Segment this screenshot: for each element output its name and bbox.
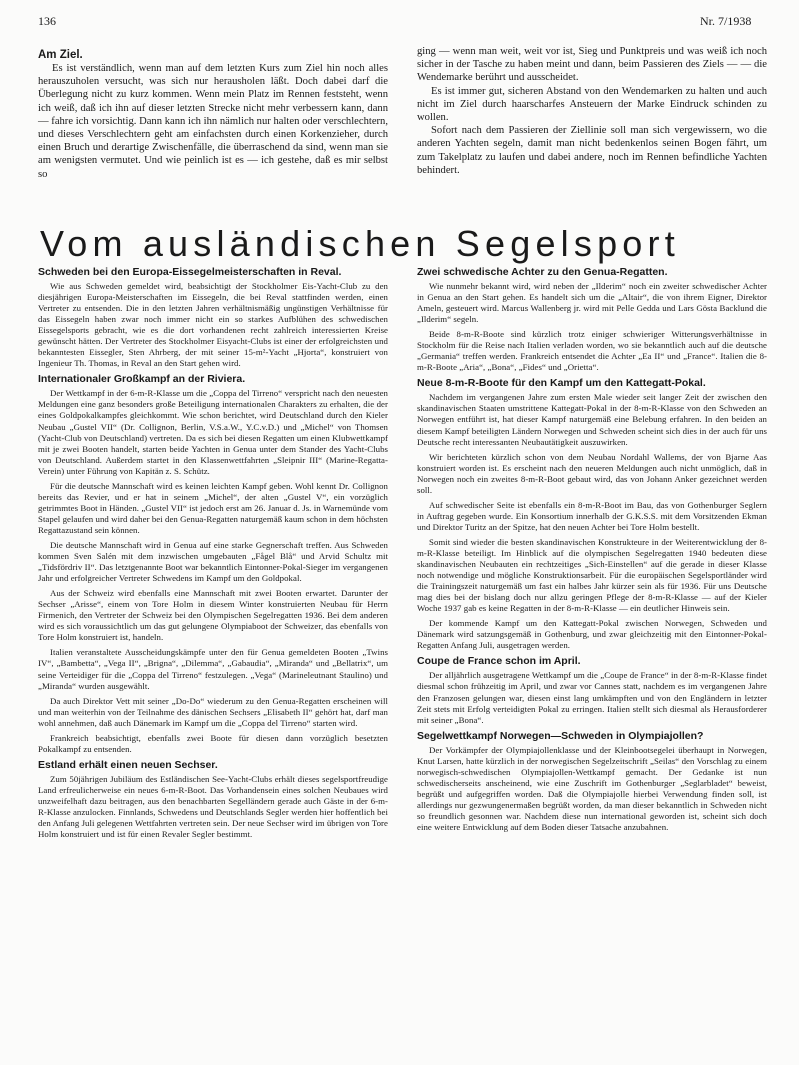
paragraph: Wir berichteten kürzlich schon von dem Neubau Nordahl Wallems, der von Bjarne Aas konstruiert worden ist. Es erscheint nach den neueren Meldungen auch nicht unmöglich, daß in Norwegen noch ein zweites 8-m-R-Boot gebaut wird, das von Johann Anker gezeichnet werden soll. — [417, 451, 767, 495]
main-right-column — [417, 266, 767, 837]
section-heading: Coupe de France schon im April. — [417, 655, 581, 668]
paragraph: Aus der Schweiz wird ebenfalls eine Mannschaft mit zwei Booten erwartet. Darunter der Sechser „Arisse“, einem von Tore Holm in diesem Winter konstruierten Neubau für Herrn Firmenich, den Vertreter der Schweiz bei den Olympischen Segelregatten 1936. Bei dem anderen wird es sich voraussichtlich um das gut gelungene Olympiaboot der Schweizer, das ebenfalls von Tore Holm konstruiert ist, handeln. — [38, 588, 388, 643]
section-heading: Estland erhält einen neuen Sechser. — [38, 758, 218, 771]
section-heading: Neue 8-m-R-Boote für den Kampf um den Kattegatt-Pokal. — [417, 377, 706, 390]
main-left-column — [38, 266, 388, 844]
paragraph: Die deutsche Mannschaft wird in Genua auf eine starke Gegnerschaft treffen. Aus Schweden kommen Sven Salén mit dem inzwischen umgebauten „Fågel Blå“ und Arvid Schultz mit „Tidsfördriv II“. Das letztgenannte Boot war bekanntlich Eintonner-Pokal-Sieger im vergangenen Jahr und erfolgreicher Vertreter Schwedens im Kampf um den Goldpokal. — [38, 539, 388, 584]
paragraph: Wie nunmehr bekannt wird, wird neben der „Ilderim“ noch ein zweiter schwedischer Achter in Genua an den Start gehen. Es handelt sich um die „Altair“, die von ihrem Eigner, Direktor Ameln, gesteuert wird. Marcus Wallenberg jr. wird mit Pelle Gedda und Lars Gösta Backlund die „Ilderim“ segeln. — [417, 281, 767, 325]
paragraph: Der Vorkämpfer der Olympiajollenklasse und der Kleinbootsegelei überhaupt in Norwegen, Knut Larsen, hatte kürzlich in der norwegischen Segelzeitschrift „Seilas“ den Vorschlag zu einem norwegisch-schwedischen Olympiajollen-Wettkampf gemacht. Der Gedanke ist nun schwedischerseits anscheinend, wie eine Zuschrift im Gothenburger „Seglarbladet“ beweist, begrüßt und aufgegriffen worden. Daß die Olympiajolle hierbei Verwendung finden soll, ist allerdings nur gezwungenermaßen begrüßt worden, da man dieser bekanntlich in Schweden nicht so freundlich gesonnen war. Nachdem diese nun international geworden ist, scheint sich doch eine weitere Entwicklung auf dem Boden dieser Tatsache anzubahnen. — [417, 744, 767, 832]
paragraph: Beide 8-m-R-Boote sind kürzlich trotz einiger schwieriger Witterungsverhältnisse in Stockholm für die Reise nach Italien verladen worden, wo sie bekanntlich auch auf die deutsche „Germania“ treffen werden. Frankreich entsendet die Achter „Ea II“ und „France“. Italien die 8-m-R-Boote „Aria“, „Bona“, „Fides“ und „Orietta“. — [417, 329, 767, 373]
paragraph: Für die deutsche Mannschaft wird es keinen leichten Kampf geben. Wohl kennt Dr. Collignon bereits das Revier, und er hat in seinem „Michel“, der alten „Gustel V“, ein vorzüglich getrimmtes Boot in Händen. „Gustel VII“ ist jedoch erst am 26. Januar d. Js. in Warnemünde vom Stapel gelaufen und wird daher bei den Genua-Regatten naturgemäß kaum schon in dem höchsten Regattazustand sein können. — [38, 480, 388, 535]
paragraph: Der Wettkampf in der 6-m-R-Klasse um die „Coppa del Tirreno“ verspricht nach den neuesten Meldungen eine ganz besonders große Beteiligung internationalen Charakters zu erhalten, die der eines Goldpokalkampfes gleichkommt. Wie schon berichtet, wird Deutschland durch den Kieler Neubau „Gustel VII“ (Dr. Collignon, Berlin, V.S.a.W., Y.C.v.D.) und „Michel“ von Thomsen (Yacht-Club von Deutschland) vertreten. Da es sich bei diesen Regatten um einen Klubwettkampf mit je zwei Booten handelt, starten beide Yachten in Genua unter dem Stander des Yacht-Clubs von Deutschland. Außerdem startet in den Klassenwettfahrten „Sleipnir III“ (Marine-Regatta-Verein) unter Führung von Kapitän z. S. Schütz. — [38, 388, 388, 476]
section-heading: Segelwettkampf Norwegen—Schweden in Olympiajollen? — [417, 729, 704, 742]
paragraph: Italien veranstaltete Ausscheidungskämpfe unter den für Genua gemeldeten Booten „Twins IV“, „Bambetta“, „Vega II“, „Brigna“, „Dilemma“, „Gabaudia“, „Miranda“ und „Bellatrix“, um seine Verteidiger für die „Coppa del Tirreno“ festzulegen. „Vega“ (Marineleutnant Staulino) und „Miranda“ wurden ausgewählt. — [38, 647, 388, 691]
paragraph: Zum 50jährigen Jubiläum des Estländischen See-Yacht-Clubs erhält dieses segelsportfreudige Land erfreulicherweise ein neues 6-m-R-Boot. Das Vorhandensein eines solchen Neubaues wird unzweifelhaft dazu beitragen, aus den benachbarten Segelländern gerade auch Gäste in der 6-m-R-Klasse anzulocken. Finnlands, Schwedens und Deutschlands Segler werden hier hoffentlich bei den Anfang Juli gelegenen Wettfahrten vertreten sein. Der neue Sechser wird im übrigen von Tore Holm konstruiert und ist für einen Revaler Segler bestimmt. — [38, 773, 388, 840]
paragraph: Da auch Direktor Vett mit seiner „Do-Do“ wiederum zu den Genua-Regatten erscheinen will und man weiterhin von der Teilnahme des dänischen Sechsers „Elisabeth II“ gehört hat, darf man wohl annehmen, daß auch Dänemark im Kampf um die „Coppa del Tirreno“ starten wird. — [38, 695, 388, 728]
section-heading: Internationaler Großkampf an der Riviera. — [38, 373, 246, 386]
main-title: Vom ausländischen Segelsport — [40, 223, 680, 264]
paragraph: Wie aus Schweden gemeldet wird, beabsichtigt der Stockholmer Eis-Yacht-Club zu den diesjährigen Europa-Meisterschaften im Eissegeln, die bei Reval stattfinden werden, einen Vertreter zu entsenden. Die in den letzten Jahren verhältnismäßig ungünstigen Verhältnisse für das Eissegeln haben zwar noch immer nicht ein so starkes Aufblühen des schwedischen Eissegelsports gebracht, wie es die dort vorhandenen recht zahlreich interessierten Kreise gewünscht hätten. Der Vertreter des Stockholmer Eisyacht-Clubs ist einer der erfolgreichsten und bekanntesten Eissegler, Sten Ahrberg, der mit seiner 15-m²-Yacht „Hjorta“, konstruiert von Ingenieur Th. Thomas, in Reval an den Start gehen wird. — [38, 281, 388, 369]
section-heading: Schweden bei den Europa-Eissegelmeisterschaften in Reval. — [38, 266, 342, 278]
issue-number: Nr. 7/1938 — [700, 14, 752, 28]
paragraph: Nachdem im vergangenen Jahre zum ersten Male wieder seit langer Zeit der zwischen den skandinavischen Staaten umstrittene Kattegatt-Pokal in der 8-m-R-Klasse von den Schweden an Norwegen entführt ist, hat dieser Kampf naturgemäß eine Belebung erfahren. In den beiden an diesem Kampf beteiligten Ländern Norwegen und Schweden scheint sich dies in der auch für uns Deutsche recht interessanten Neubautätigkeit auszuwirken. — [417, 392, 767, 447]
paragraph: Es ist verständlich, wenn man auf dem letzten Kurs zum Ziel hin noch alles herauszuholen versucht, was sich nur herausholen läßt. Doch dabei darf die Überlegung nicht zu kurz kommen. Wenn mein Platz im Rennen feststeht, wenn ich weiß, daß ich ihn auf dieser letzten Strecke nicht mehr verbessern kann, dann — fahre ich vorsichtig. Dann kann ich ihn nämlich nur halten oder verschlechtern, und dieses Verschlechtern geht am einfachsten durch einen Korkenzieher, durch einen Bruch und derartige Zwischenfälle, die überraschend da sind, wenn man sie am wenigsten vermutet. Und wie peinlich ist es — ich gestehe, daß es mir selbst so — [38, 63, 388, 180]
paragraph: Frankreich beabsichtigt, ebenfalls zwei Boote für diesen dann vorzüglich besetzten Pokalkampf zu entsenden. — [38, 732, 388, 754]
section-heading-am-ziel: Am Ziel. — [38, 49, 83, 61]
paragraph: Es ist immer gut, sicheren Abstand von den Wendemarken zu halten und auch nicht im Ziel durch haarscharfes Ansteuern der Marke Eindruck schinden zu wollen. — [417, 85, 767, 124]
paragraph: ging — wenn man weit, weit vor ist, Sieg und Punktpreis und was weiß ich noch sicher in der Tasche zu haben meint und dann, beim Passieren des Ziels — — die Wendemarke berührt und ausscheidet. — [417, 46, 767, 84]
paragraph: Auf schwedischer Seite ist ebenfalls ein 8-m-R-Boot im Bau, das von Gothenburger Seglern in Auftrag gegeben wurde. Ein Konsortium innerhalb der G.K.S.S. mit dem Vorsitzenden Ekman und Direktor Turitz an der Spitze, hat den neuen Achter bei Tore Holm bestellt. — [417, 499, 767, 532]
paragraph: Der kommende Kampf um den Kattegatt-Pokal zwischen Norwegen, Schweden und Dänemark wird satzungsgemäß in Gothenburg, und zwar gleichzeitig mit den Eintonner-Pokal-Regatten Anfang Juli, ausgetragen werden. — [417, 618, 767, 651]
paragraph: Sofort nach dem Passieren der Ziellinie soll man sich vergewissern, wo die anderen Yachten segeln, damit man nicht bedenkenlos seinen Bogen fährt, um zum Takelplatz zu laufen und dabei andere, noch im Rennen befindliche Yachten behindert. — [417, 125, 767, 176]
top-left-column — [38, 48, 388, 181]
paragraph: Der alljährlich ausgetragene Wettkampf um die „Coupe de France“ in der 8-m-R-Klasse findet diesmal schon frühzeitig im April, und zwar vor Cannes statt, nachdem es im vergangenen Jahre den Franzosen gelungen war, diesen einst lang umkämpften und von den Engländern in letzter Zeit stets mit Erfolg verteidigten Pokal zu erringen. Italien stellt sich diesmal als Herausforderer mit seiner „Bona“. — [417, 670, 767, 725]
section-heading: Zwei schwedische Achter zu den Genua-Regatten. — [417, 266, 668, 278]
top-right-column — [417, 45, 767, 177]
paragraph: Somit sind wieder die besten skandinavischen Konstrukteure in der Weiterentwicklung der 8-m-R-Klasse beteiligt. Im Hinblick auf die olympischen Segelregatten 1940 bedeuten diese skandinavischen Neubauten ein rechtzeitiges „Sich-Einstellen“ auf die gerade in dieser Klasse noch notwendige und mögliche Konstruktionsarbeit. Für die europäischen Segelsportländer wird die Trainingszeit naturgemäß um fast ein halbes Jahr kürzer sein als für 1936. Für uns Deutsche mag dies bei der bislang doch nur allzu geringen Pflege der 8-m-R-Klasse — auf der Kieler Woche 1937 gab es keine Regatten in der 8-m-R-Klasse — ein deutlicher Hinweis sein. — [417, 536, 767, 614]
page-number: 136 — [38, 14, 56, 28]
